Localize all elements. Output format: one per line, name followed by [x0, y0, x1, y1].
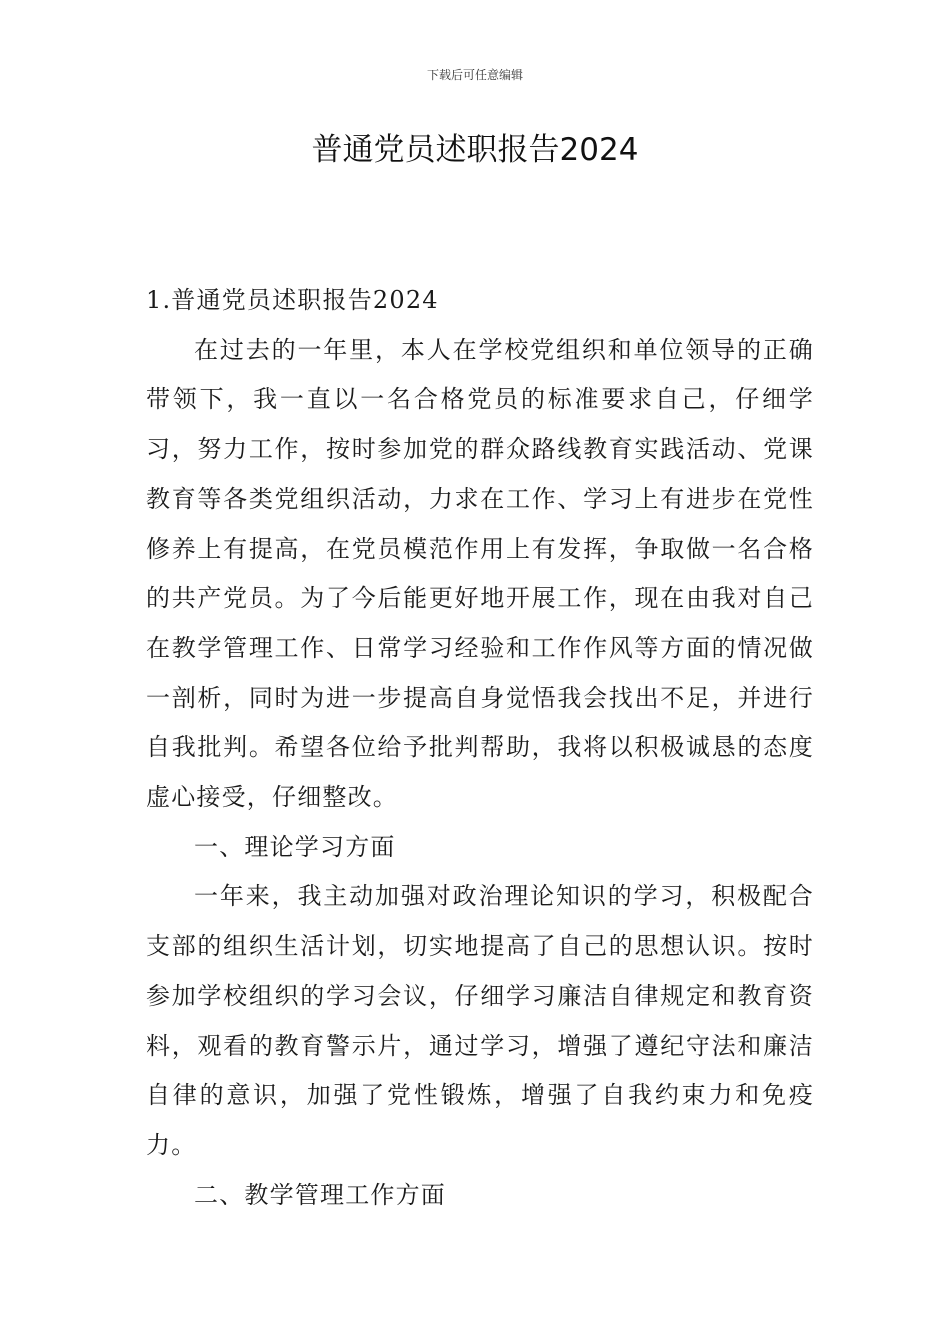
paragraph-heading-teaching: 二、教学管理工作方面	[194, 1180, 446, 1209]
document-body	[146, 276, 814, 1220]
paragraph-section-heading: 1.普通党员述职报告2024	[146, 286, 439, 314]
paragraph-theory-study: 一年来，我主动加强对政治理论知识的学习，积极配合支部的组织生活计划，切实地提高了自己的思想认识。按时参加学校组织的学习会议，仔细学习廉洁自律规定和教育资料，观看的教育警示片，通过学习，增强了遵纪守法和廉洁自律的意识，加强了党性锻炼，增强了自我约束力和免疫力。	[146, 882, 814, 1159]
page-header-note: 下载后可任意编辑	[426, 68, 523, 82]
paragraph-intro: 在过去的一年里，本人在学校党组织和单位领导的正确带领下，我一直以一名合格党员的标准要求自己，仔细学习，努力工作，按时参加党的群众路线教育实践活动、党课教育等各类党组织活动，力求在工作、学习上有进步在党性修养上有提高，在党员模范作用上有发挥，争取做一名合格的共产党员。为了今后能更好地开展工作，现在由我对自己在教学管理工作、日常学习经验和工作作风等方面的情况做一剖析，同时为进一步提高自身觉悟我会找出不足，并进行自我批判。希望各位给予批判帮助，我将以积极诚恳的态度虚心接受，仔细整改。	[146, 335, 814, 812]
document-title: 普通党员述职报告2024	[311, 132, 639, 168]
paragraph-heading-theory: 一、理论学习方面	[194, 832, 396, 861]
